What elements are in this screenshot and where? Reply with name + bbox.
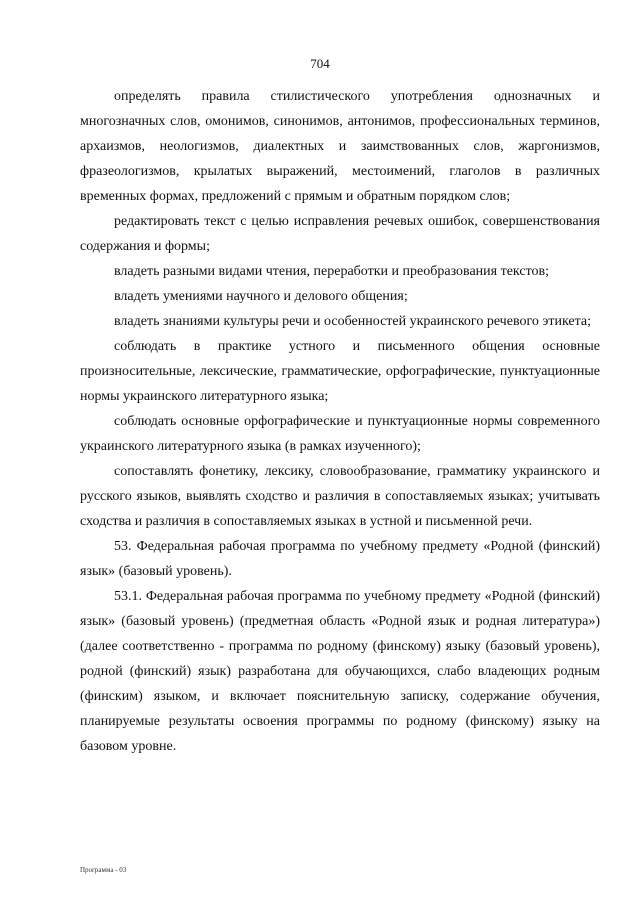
paragraph-speech-culture: владеть знаниями культуры речи и особенностей украинского речевого этикета; xyxy=(114,314,592,329)
paragraph-communication: владеть умениями научного и делового общения; xyxy=(114,289,408,304)
paragraph-editing: редактировать текст с целью исправления речевых ошибок, совершенствования содержания и формы; xyxy=(80,214,600,254)
paragraph-reading: владеть разными видами чтения, переработки и преобразования текстов; xyxy=(114,264,550,279)
paragraph-53-1: 53.1. Федеральная рабочая программа по учебному предмету «Родной (финский) язык» (базовый уровень) (предметная область «Родной язык и родная литература») (далее соответственно - программа по родному (финскому) языку (базовый уровень), родной (финский) язык) разработана для обучающихся, слабо владеющих родным (финским) языком, и включает пояснительную записку, содержание обучения, планируемые результаты освоения программы по родному (финскому) языку на базовом уровне. xyxy=(80,589,600,754)
paragraph-spelling-norms: соблюдать основные орфографические и пунктуационные нормы современного украинского литературного языка (в рамках изученного); xyxy=(80,414,600,454)
page-number: 704 xyxy=(310,56,330,71)
document-body xyxy=(80,84,600,759)
section-heading-53: 53. Федеральная рабочая программа по учебному предмету «Родной (финский) язык» (базовый уровень). xyxy=(80,539,600,579)
paragraph-oral-written-norms: соблюдать в практике устного и письменного общения основные произносительные, лексические, грамматические, орфографические, пунктуационные нормы украинского литературного языка; xyxy=(80,339,600,404)
page-footer: Программа - 03 xyxy=(80,866,127,874)
paragraph-word-usage: определять правила стилистического употребления однозначных и многозначных слов, омонимов, синонимов, антонимов, профессиональных терминов, архаизмов, неологизмов, диалектных и заимствованных слов, жаргонизмов, фразеологизмов, крылатых выражений, местоимений, глаголов в различных временных формах, предложений с прямым и обратным порядком слов; xyxy=(80,89,600,204)
paragraph-language-comparison: сопоставлять фонетику, лексику, словообразование, грамматику украинского и русского языков, выявлять сходство и различия в сопоставляемых языках; учитывать сходства и различия в сопоставляемых языках в устной и письменной речи. xyxy=(80,464,600,529)
